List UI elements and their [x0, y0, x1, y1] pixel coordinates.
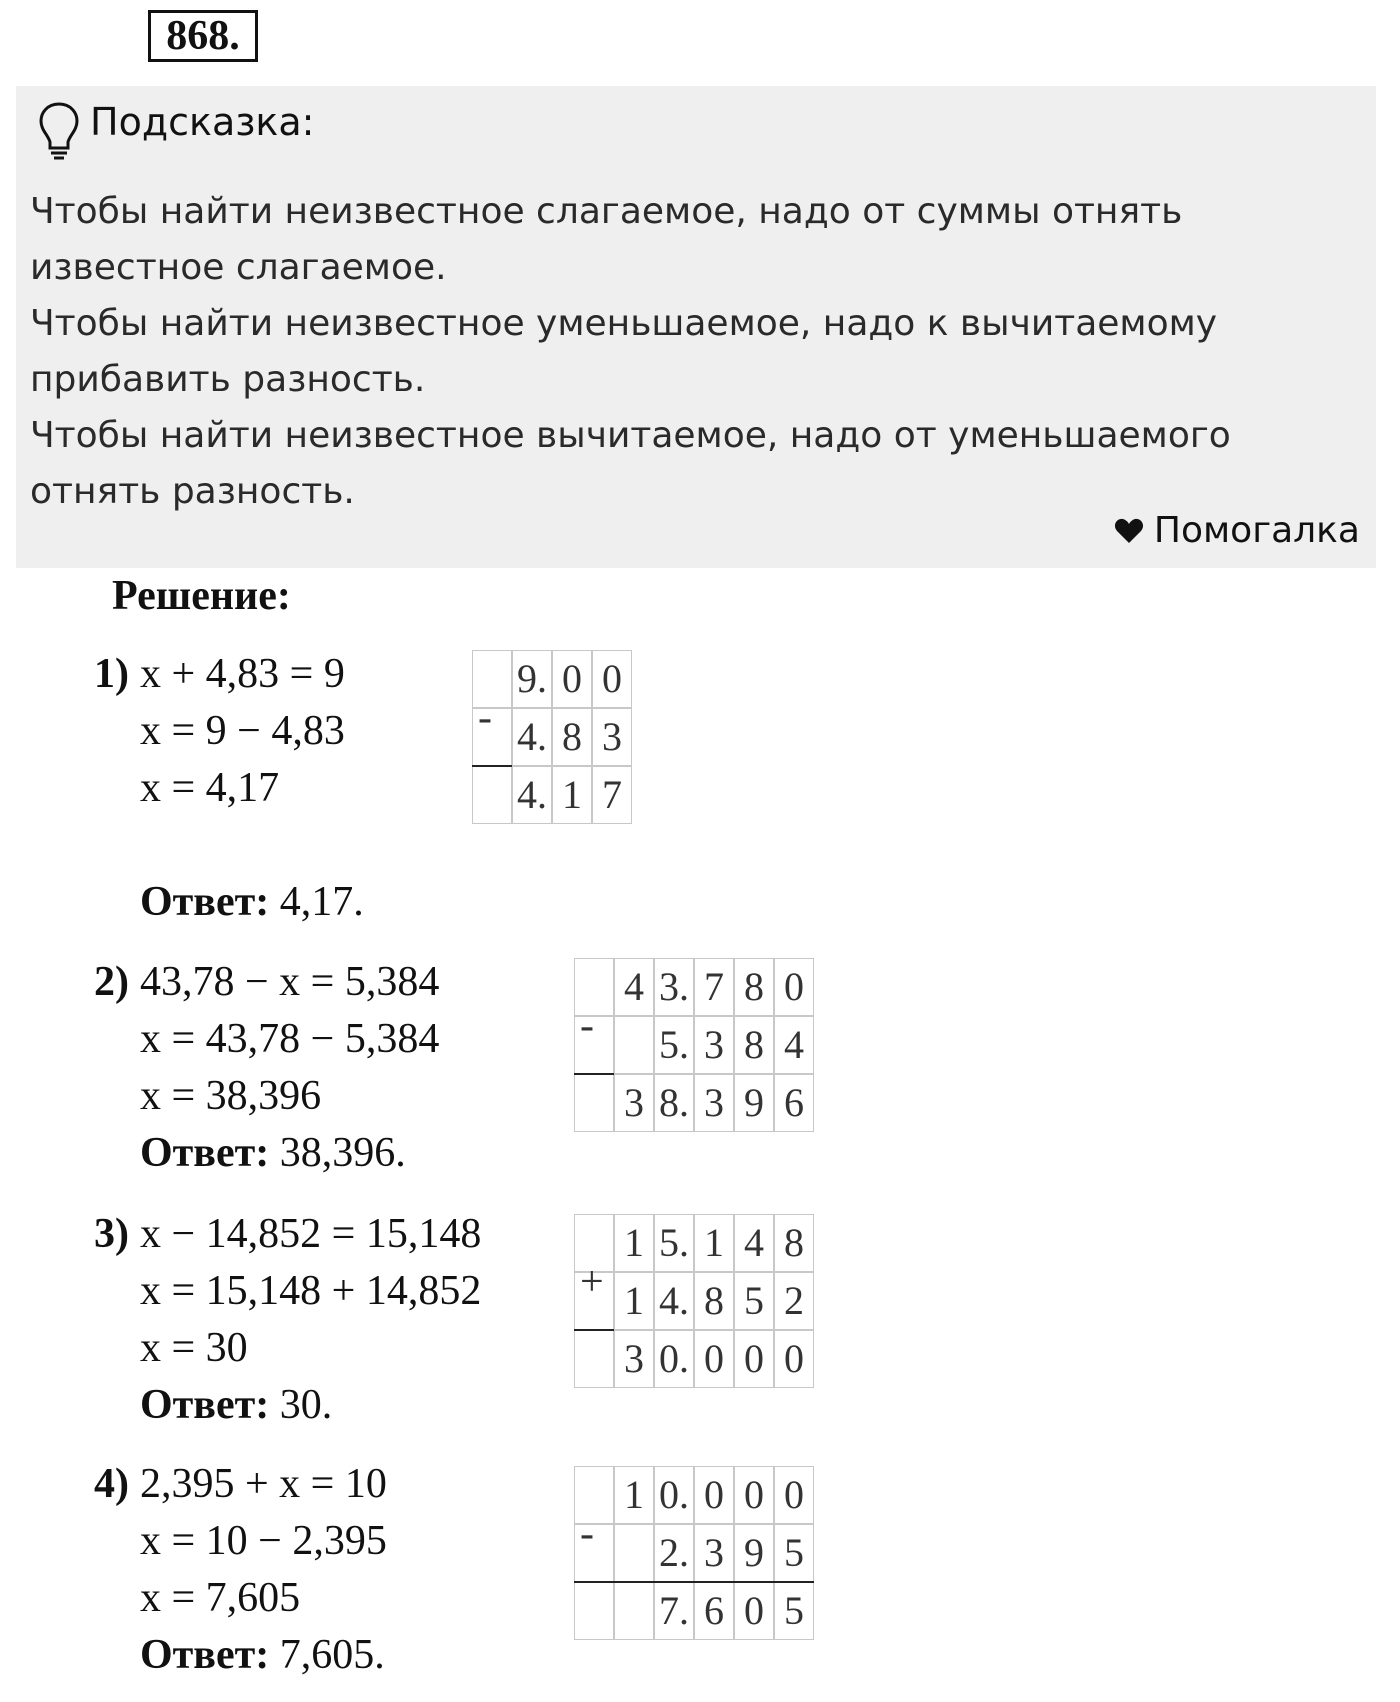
- solution-title: Решение:: [112, 573, 291, 619]
- equation-line: x = 10 − 2,395: [140, 1518, 387, 1564]
- digit-cell: 0.: [654, 1466, 694, 1524]
- heart-icon: [1114, 517, 1144, 545]
- result-line: [574, 1329, 614, 1331]
- digit-cell: 5: [734, 1272, 774, 1330]
- digit-cell: 0: [734, 1582, 774, 1640]
- digit-cell: 1: [614, 1272, 654, 1330]
- operation-sign: +: [580, 1259, 604, 1305]
- equation-line: x = 30: [140, 1325, 248, 1371]
- digit-cell: 0: [734, 1330, 774, 1388]
- problem-number: 4): [94, 1461, 129, 1507]
- digit-cell: [614, 1016, 654, 1074]
- operation-sign: -: [580, 1003, 594, 1049]
- equation-line: x = 7,605: [140, 1575, 301, 1621]
- equation-line: x − 14,852 = 15,148: [140, 1211, 482, 1257]
- digit-cell: 0: [694, 1330, 734, 1388]
- result-line: [574, 1581, 814, 1583]
- hint-line: Чтобы найти неизвестное слагаемое, надо от суммы отнять: [30, 191, 1183, 232]
- hint-line: известное слагаемое.: [30, 247, 447, 288]
- result-line: [574, 1073, 614, 1075]
- operation-sign: -: [478, 695, 492, 741]
- digit-cell: 8: [774, 1214, 814, 1272]
- digit-cell: 3: [614, 1074, 654, 1132]
- answer-label: Ответ:: [140, 1382, 270, 1428]
- digit-cell: 0: [734, 1466, 774, 1524]
- answer-line: [140, 1381, 332, 1429]
- digit-cell: 9: [734, 1524, 774, 1582]
- digit-cell: 4.: [512, 708, 552, 766]
- digit-cell: 2.: [654, 1524, 694, 1582]
- digit-cell: 3: [694, 1016, 734, 1074]
- digit-cell: 1: [614, 1214, 654, 1272]
- digit-cell: [614, 1524, 654, 1582]
- hint-line: отнять разность.: [30, 471, 355, 512]
- hint-line: Чтобы найти неизвестное вычитаемое, надо от уменьшаемого: [30, 415, 1231, 456]
- grid-cell: [574, 1074, 614, 1132]
- result-line: [472, 765, 512, 767]
- digit-cell: 4: [774, 1016, 814, 1074]
- problem-number: 3): [94, 1211, 129, 1257]
- digit-cell: 8: [552, 708, 592, 766]
- hint-line: Чтобы найти неизвестное уменьшаемое, надо к вычитаемому: [30, 303, 1218, 344]
- digit-cell: 7.: [654, 1582, 694, 1640]
- digit-cell: 3: [592, 708, 632, 766]
- digit-cell: 4: [614, 958, 654, 1016]
- digit-cell: 3.: [654, 958, 694, 1016]
- digit-cell: 1: [614, 1466, 654, 1524]
- digit-cell: 0: [592, 650, 632, 708]
- answer-label: Ответ:: [140, 1632, 270, 1678]
- digit-cell: 1: [552, 766, 592, 824]
- digit-cell: 5.: [654, 1016, 694, 1074]
- hint-box: [16, 86, 1376, 568]
- problem-number: 1): [94, 651, 129, 697]
- digit-cell: 3: [614, 1330, 654, 1388]
- equation-line: x + 4,83 = 9: [140, 651, 345, 697]
- equation-line: x = 4,17: [140, 765, 280, 811]
- digit-cell: 5.: [654, 1214, 694, 1272]
- digit-cell: 8: [694, 1272, 734, 1330]
- task-number: 868.: [148, 10, 258, 62]
- digit-cell: 6: [694, 1582, 734, 1640]
- equation-line: 43,78 − x = 5,384: [140, 959, 440, 1005]
- hint-text: [30, 184, 1350, 520]
- digit-cell: 5: [774, 1582, 814, 1640]
- grid-cell: [472, 766, 512, 824]
- grid-cell: [574, 1582, 614, 1640]
- equation-line: x = 43,78 − 5,384: [140, 1016, 440, 1062]
- answer-value: 4,17.: [279, 879, 364, 925]
- digit-cell: [614, 1582, 654, 1640]
- answer-value: 7,605.: [279, 1632, 385, 1678]
- digit-cell: 0: [774, 1466, 814, 1524]
- digit-cell: 8.: [654, 1074, 694, 1132]
- answer-value: 30.: [279, 1382, 333, 1428]
- digit-cell: 9: [734, 1074, 774, 1132]
- digit-cell: 5: [774, 1524, 814, 1582]
- digit-cell: 4.: [512, 766, 552, 824]
- grid-cell: [574, 1330, 614, 1388]
- equation-line: x = 15,148 + 14,852: [140, 1268, 482, 1314]
- digit-cell: 1: [694, 1214, 734, 1272]
- answer-line: [140, 1631, 385, 1679]
- digit-cell: 3: [694, 1074, 734, 1132]
- digit-cell: 4.: [654, 1272, 694, 1330]
- digit-cell: 0: [552, 650, 592, 708]
- digit-cell: 4: [734, 1214, 774, 1272]
- digit-cell: 0.: [654, 1330, 694, 1388]
- digit-cell: 2: [774, 1272, 814, 1330]
- digit-cell: 6: [774, 1074, 814, 1132]
- brand-label: Помогалка: [1153, 510, 1360, 551]
- hint-line: прибавить разность.: [30, 359, 426, 400]
- equation-line: x = 9 − 4,83: [140, 708, 345, 754]
- digit-cell: 7: [592, 766, 632, 824]
- equation-line: 2,395 + x = 10: [140, 1461, 387, 1507]
- hint-title: Подсказка:: [90, 100, 315, 144]
- operation-sign: -: [580, 1511, 594, 1557]
- answer-value: 38,396.: [279, 1130, 406, 1176]
- answer-line: [140, 1129, 406, 1177]
- problem-number: 2): [94, 959, 129, 1005]
- digit-cell: 7: [694, 958, 734, 1016]
- digit-cell: 0: [694, 1466, 734, 1524]
- answer-label: Ответ:: [140, 1130, 270, 1176]
- digit-cell: 0: [774, 958, 814, 1016]
- lightbulb-icon: [36, 100, 82, 162]
- digit-cell: 8: [734, 1016, 774, 1074]
- answer-line: [140, 878, 364, 926]
- digit-cell: 3: [694, 1524, 734, 1582]
- equation-line: x = 38,396: [140, 1073, 322, 1119]
- answer-label: Ответ:: [140, 879, 270, 925]
- digit-cell: 8: [734, 958, 774, 1016]
- digit-cell: 0: [774, 1330, 814, 1388]
- brand-link[interactable]: [1114, 510, 1360, 551]
- digit-cell: 9.: [512, 650, 552, 708]
